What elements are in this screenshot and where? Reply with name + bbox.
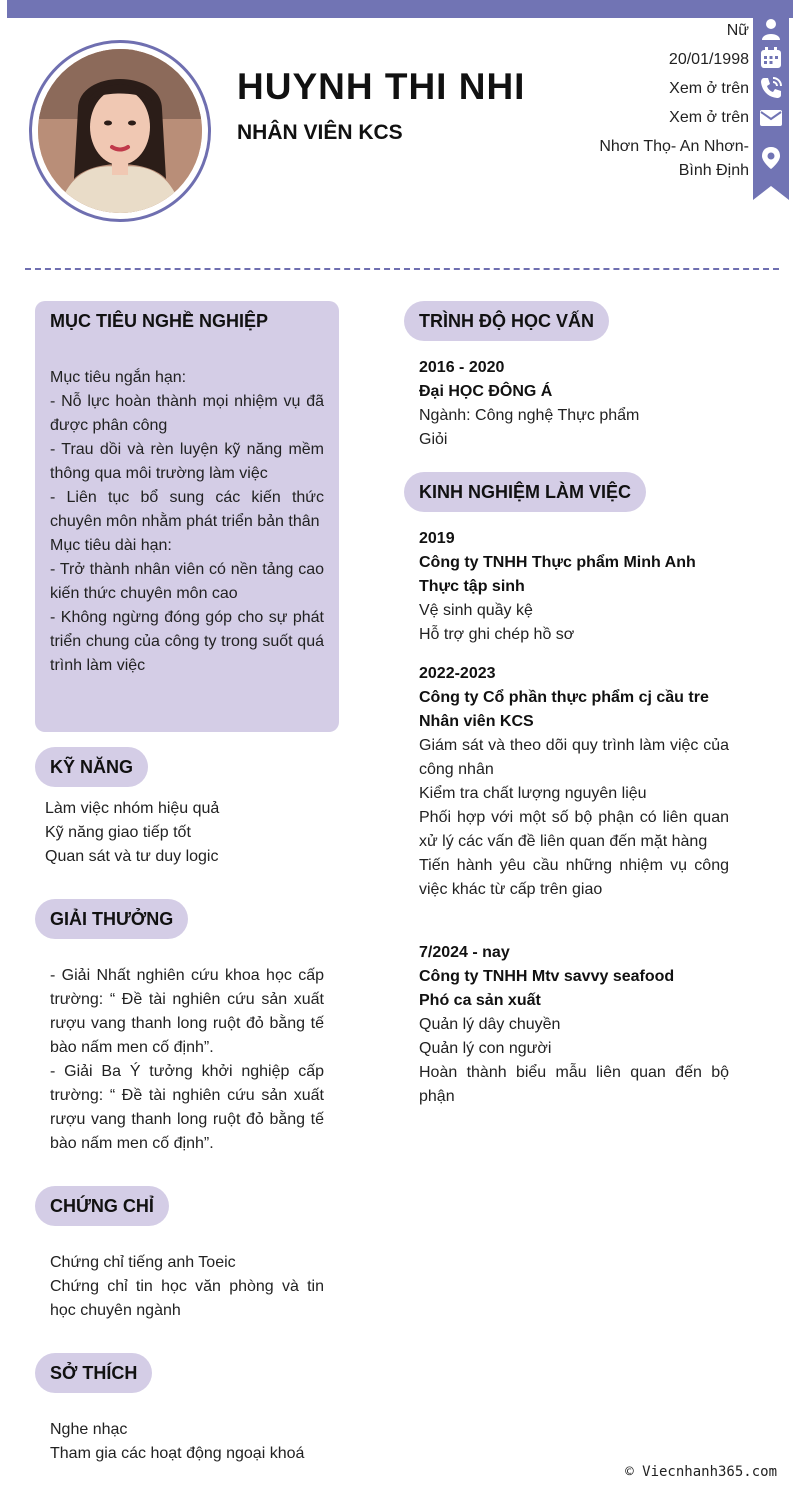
job-period: 7/2024 - nay [419,944,510,961]
address-line-2: Bình Định [678,162,749,179]
objective-line: - Trở thành nhân viên có nền tảng cao kiến thức chuyên môn cao [50,561,324,602]
experience-job [419,662,729,902]
experience-job [419,941,729,1109]
section-title-objective: MỤC TIÊU NGHỀ NGHIỆP [50,311,269,331]
job-company: Công ty TNHH Thực phẩm Minh Anh [419,554,696,571]
job-duty: Vệ sinh quầy kệ [419,602,533,619]
person-icon [759,17,783,41]
calendar-icon [759,46,783,70]
job-duty: Quản lý dây chuyền [419,1016,561,1033]
job-duty: Quản lý con người [419,1040,552,1057]
section-title-experience: KINH NGHIỆM LÀM VIỆC [404,472,646,512]
objective-line: Mục tiêu ngắn hạn: [50,369,187,386]
email-value: Xem ở trên [669,109,749,126]
top-accent-bar [7,0,793,18]
objective-line: Mục tiêu dài hạn: [50,537,172,554]
phone-value: Xem ở trên [669,80,749,97]
section-title-education: TRÌNH ĐỘ HỌC VẤN [404,301,609,341]
list-item: Quan sát và tư duy logic [45,848,219,865]
job-duty: Hỗ trợ ghi chép hồ sơ [419,626,575,643]
job-duty: Hoàn thành biểu mẫu liên quan đến bộ phận [419,1064,729,1105]
job-period: 2022-2023 [419,665,496,682]
hobbies-list [50,1418,340,1466]
education-school: Đại HỌC ĐÔNG Á [419,383,553,400]
section-title-skills: KỸ NĂNG [35,747,148,787]
education-period: 2016 - 2020 [419,359,505,376]
objective-line: - Trau dồi và rèn luyện kỹ năng mềm thông qua môi trường làm việc [50,441,324,482]
avatar-frame [29,40,211,222]
job-duty: Phối hợp với một số bộ phận có liên quan xử lý các vấn đề liên quan đến mặt hàng [419,809,729,850]
list-item: - Giải Ba Ý tưởng khởi nghiệp cấp trường: “ Đề tài nghiên cứu sản xuất rượu vang thanh long ruột đỏ bằng tế bào nấm men cố định”. [50,1063,324,1152]
list-item: - Giải Nhất nghiên cứu khoa học cấp trường: “ Đề tài nghiên cứu sản xuất rượu vang thanh long ruột đỏ bằng tế bào nấm men cố định”. [50,967,324,1056]
list-item: Chứng chỉ tin học văn phòng và tin học chuyên ngành [50,1278,324,1319]
section-title-certificates: CHỨNG CHỈ [35,1186,169,1226]
objective-line: - Liên tục bổ sung các kiến thức chuyên môn nhằm phát triển bản thân [50,489,324,530]
footer-credit: © Viecnhanh365.com [625,1464,777,1480]
skills-list [45,797,335,869]
candidate-name: HUYNH THI NHI [237,66,526,107]
list-item: Kỹ năng giao tiếp tốt [45,824,191,841]
icon-strip-tail [753,186,789,200]
address-line-1: Nhơn Thọ- An Nhơn- [599,138,749,155]
job-company: Công ty Cổ phần thực phẩm cj cầu tre [419,689,709,706]
phone-icon [759,76,783,100]
header-divider [25,268,779,270]
objective-text [50,366,324,678]
address-value [529,135,749,183]
job-position: Nhân viên KCS [419,713,534,730]
job-company: Công ty TNHH Mtv savvy seafood [419,968,675,985]
location-icon [759,146,783,170]
mail-icon [759,106,783,130]
gender-value: Nữ [726,22,749,39]
section-title-awards: GIẢI THƯỞNG [35,899,188,939]
experience-job [419,527,729,647]
job-duty: Giám sát và theo dõi quy trình làm việc của công nhân [419,737,729,778]
objective-line: - Nỗ lực hoàn thành mọi nhiệm vụ đã được phân công [50,393,324,434]
job-position: Thực tập sinh [419,578,525,595]
education-block [419,356,729,452]
job-position: Phó ca sản xuất [419,992,541,1009]
certificates-list [50,1251,324,1323]
list-item: Chứng chỉ tiếng anh Toeic [50,1254,236,1271]
birthday-value: 20/01/1998 [668,51,749,68]
section-title-hobbies: SỞ THÍCH [35,1353,152,1393]
list-item: Nghe nhạc [50,1421,128,1438]
awards-list [50,964,324,1156]
avatar [38,49,202,213]
education-major: Ngành: Công nghệ Thực phẩm [419,407,640,424]
contact-info [529,19,749,188]
job-duty: Kiểm tra chất lượng nguyên liệu [419,785,647,802]
education-grade: Giỏi [419,431,448,448]
list-item: Tham gia các hoạt động ngoại khoá [50,1445,305,1462]
job-duty: Tiến hành yêu cầu những nhiệm vụ công việc khác từ cấp trên giao [419,857,729,898]
list-item: Làm việc nhóm hiệu quả [45,800,220,817]
objective-line: - Không ngừng đóng góp cho sự phát triển chung của công ty trong suốt quá trình làm việc [50,609,324,674]
job-period: 2019 [419,530,455,547]
job-title: NHÂN VIÊN KCS [237,121,403,144]
